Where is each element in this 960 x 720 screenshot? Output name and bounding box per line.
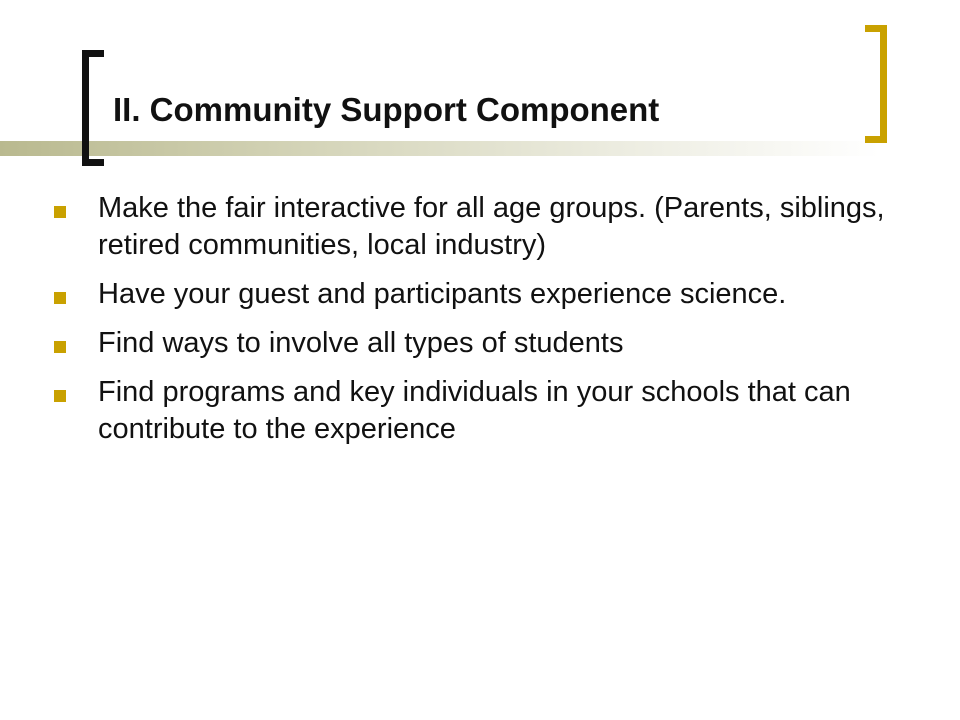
- square-bullet-icon: [54, 341, 66, 353]
- square-bullet-icon: [54, 206, 66, 218]
- left-bracket-cap-top: [82, 50, 104, 57]
- bullet-text: Find ways to involve all types of students: [98, 327, 624, 359]
- left-bracket-ornament: [82, 50, 104, 166]
- bullet-list: [52, 190, 912, 460]
- left-bracket-bar: [82, 50, 89, 166]
- bullet-item: [52, 276, 912, 313]
- right-bracket-cap-bottom: [865, 136, 887, 143]
- bullet-item: [52, 190, 912, 264]
- square-bullet-icon: [54, 390, 66, 402]
- right-bracket-bar: [880, 25, 887, 143]
- bullet-text: Find programs and key individuals in your schools that can contribute to the experience: [98, 376, 851, 445]
- right-bracket-ornament: [865, 25, 887, 143]
- left-bracket-cap-bottom: [82, 159, 104, 166]
- square-bullet-icon: [54, 292, 66, 304]
- bullet-item: [52, 374, 912, 448]
- bullet-text: Have your guest and participants experience science.: [98, 278, 787, 310]
- slide-title: II. Community Support Component: [113, 91, 660, 128]
- bullet-text: Make the fair interactive for all age groups. (Parents, siblings, retired communities, local industry): [98, 192, 885, 261]
- bullet-item: [52, 325, 912, 362]
- title-rule-divider: [0, 141, 880, 156]
- right-bracket-cap-top: [865, 25, 887, 32]
